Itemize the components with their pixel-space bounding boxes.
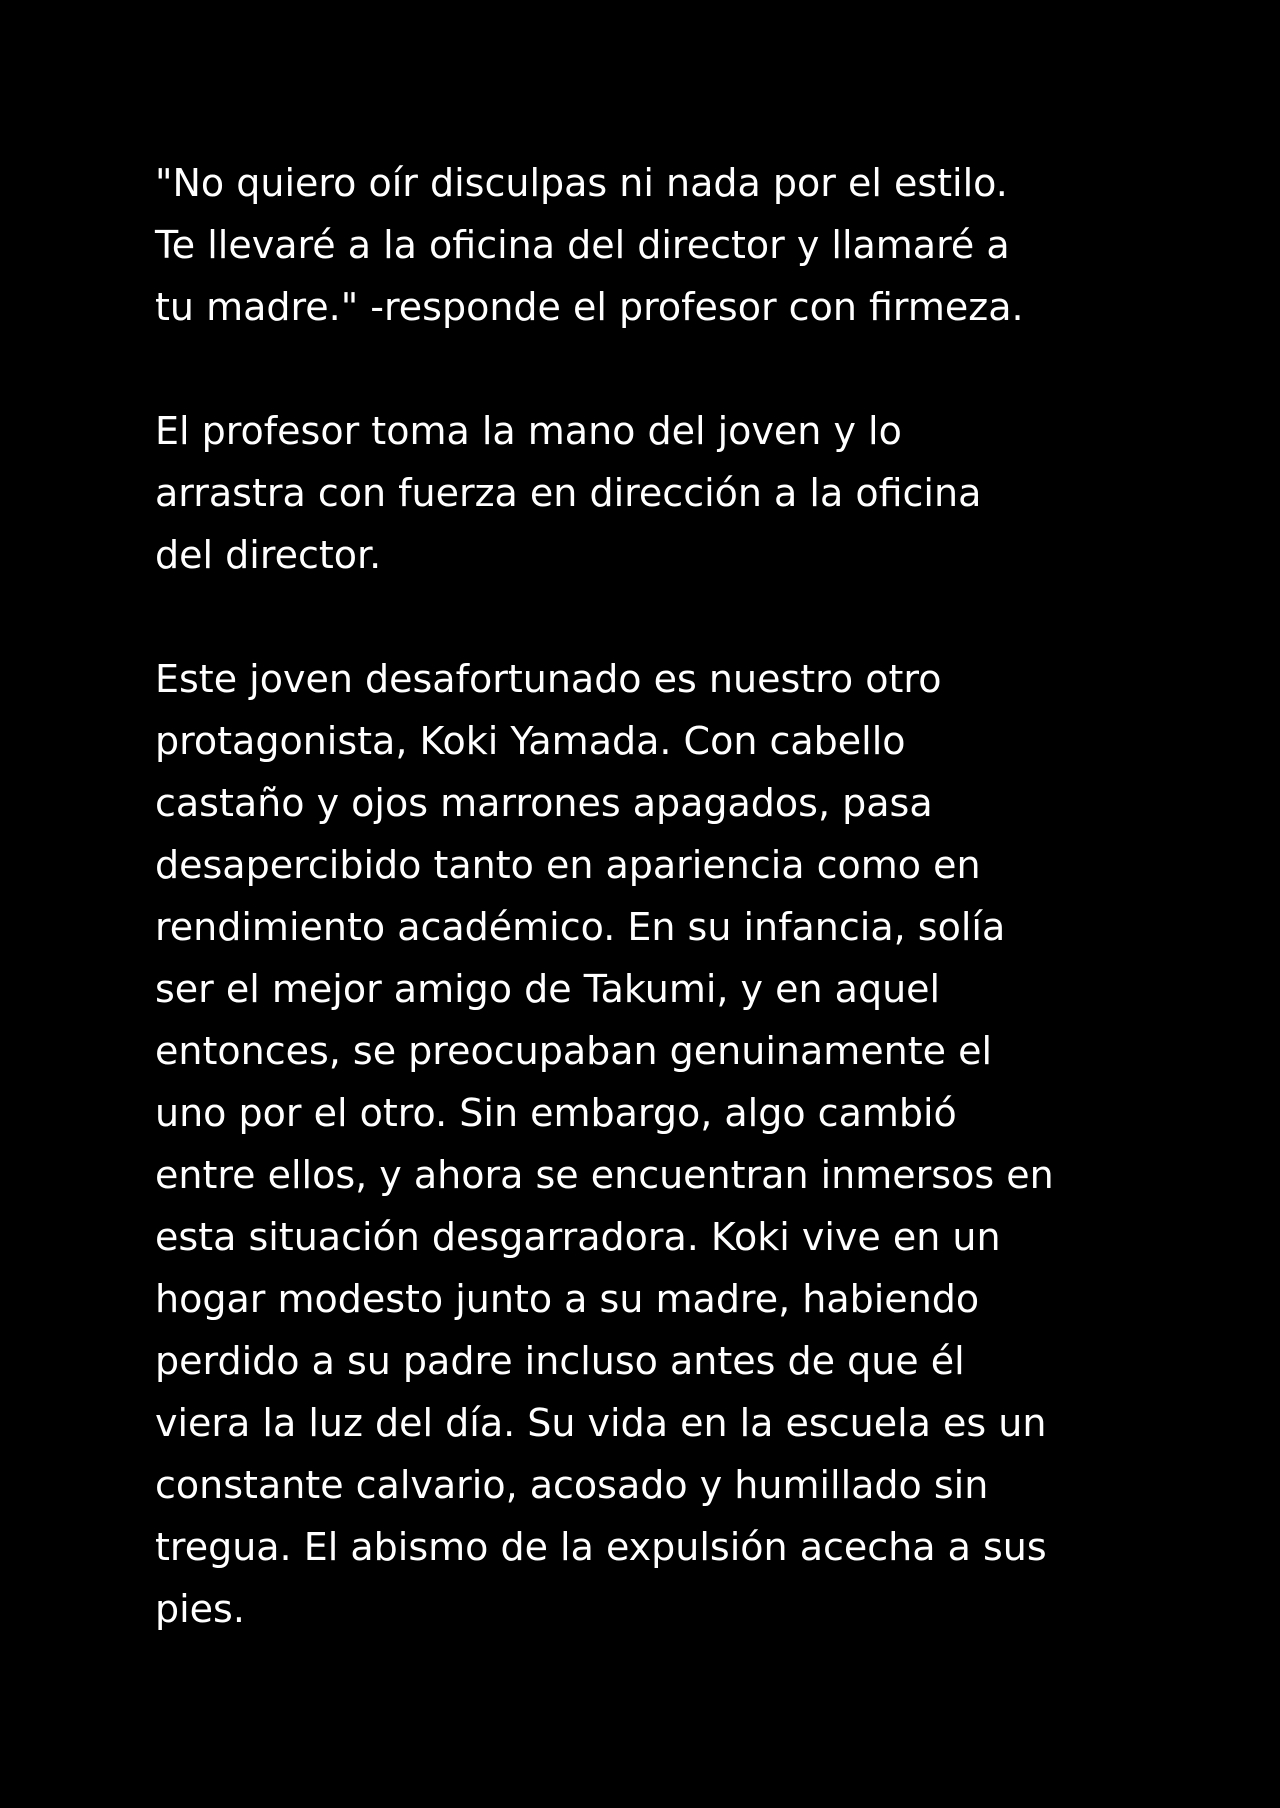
text-line: tregua. El abismo de la expulsión acecha a sus (155, 1525, 1047, 1569)
text-line: constante calvario, acosado y humillado sin (155, 1463, 989, 1507)
text-line: rendimiento académico. En su infancia, solía (155, 905, 1006, 949)
text-line: del director. (155, 533, 382, 577)
text-line: ser el mejor amigo de Takumi, y en aquel (155, 967, 941, 1011)
text-line: El profesor toma la mano del joven y lo (155, 409, 902, 453)
text-line: entre ellos, y ahora se encuentran inmersos en (155, 1153, 1054, 1197)
text-line: esta situación desgarradora. Koki vive en un (155, 1215, 1001, 1259)
text-line: desapercibido tanto en apariencia como en (155, 843, 981, 887)
text-line: protagonista, Koki Yamada. Con cabello (155, 719, 906, 763)
text-line: viera la luz del día. Su vida en la escuela es un (155, 1401, 1047, 1445)
text-line: Te llevaré a la oficina del director y llamaré a (155, 223, 1010, 267)
text-line: perdido a su padre incluso antes de que él (155, 1339, 965, 1383)
text-line: tu madre." -responde el profesor con firmeza. (155, 285, 1024, 329)
text-line: arrastra con fuerza en dirección a la oficina (155, 471, 982, 515)
text-line: entonces, se preocupaban genuinamente el (155, 1029, 993, 1073)
paragraph-description (155, 648, 1135, 1640)
text-line: Este joven desafortunado es nuestro otro (155, 657, 942, 701)
paragraph-action (155, 400, 1135, 586)
text-line: pies. (155, 1587, 245, 1631)
text-line: uno por el otro. Sin embargo, algo cambió (155, 1091, 957, 1135)
text-line: hogar modesto junto a su madre, habiendo (155, 1277, 980, 1321)
paragraph-dialogue (155, 152, 1135, 338)
text-line: castaño y ojos marrones apagados, pasa (155, 781, 933, 825)
text-line: "No quiero oír disculpas ni nada por el estilo. (155, 161, 1008, 205)
story-text (155, 152, 1135, 1702)
